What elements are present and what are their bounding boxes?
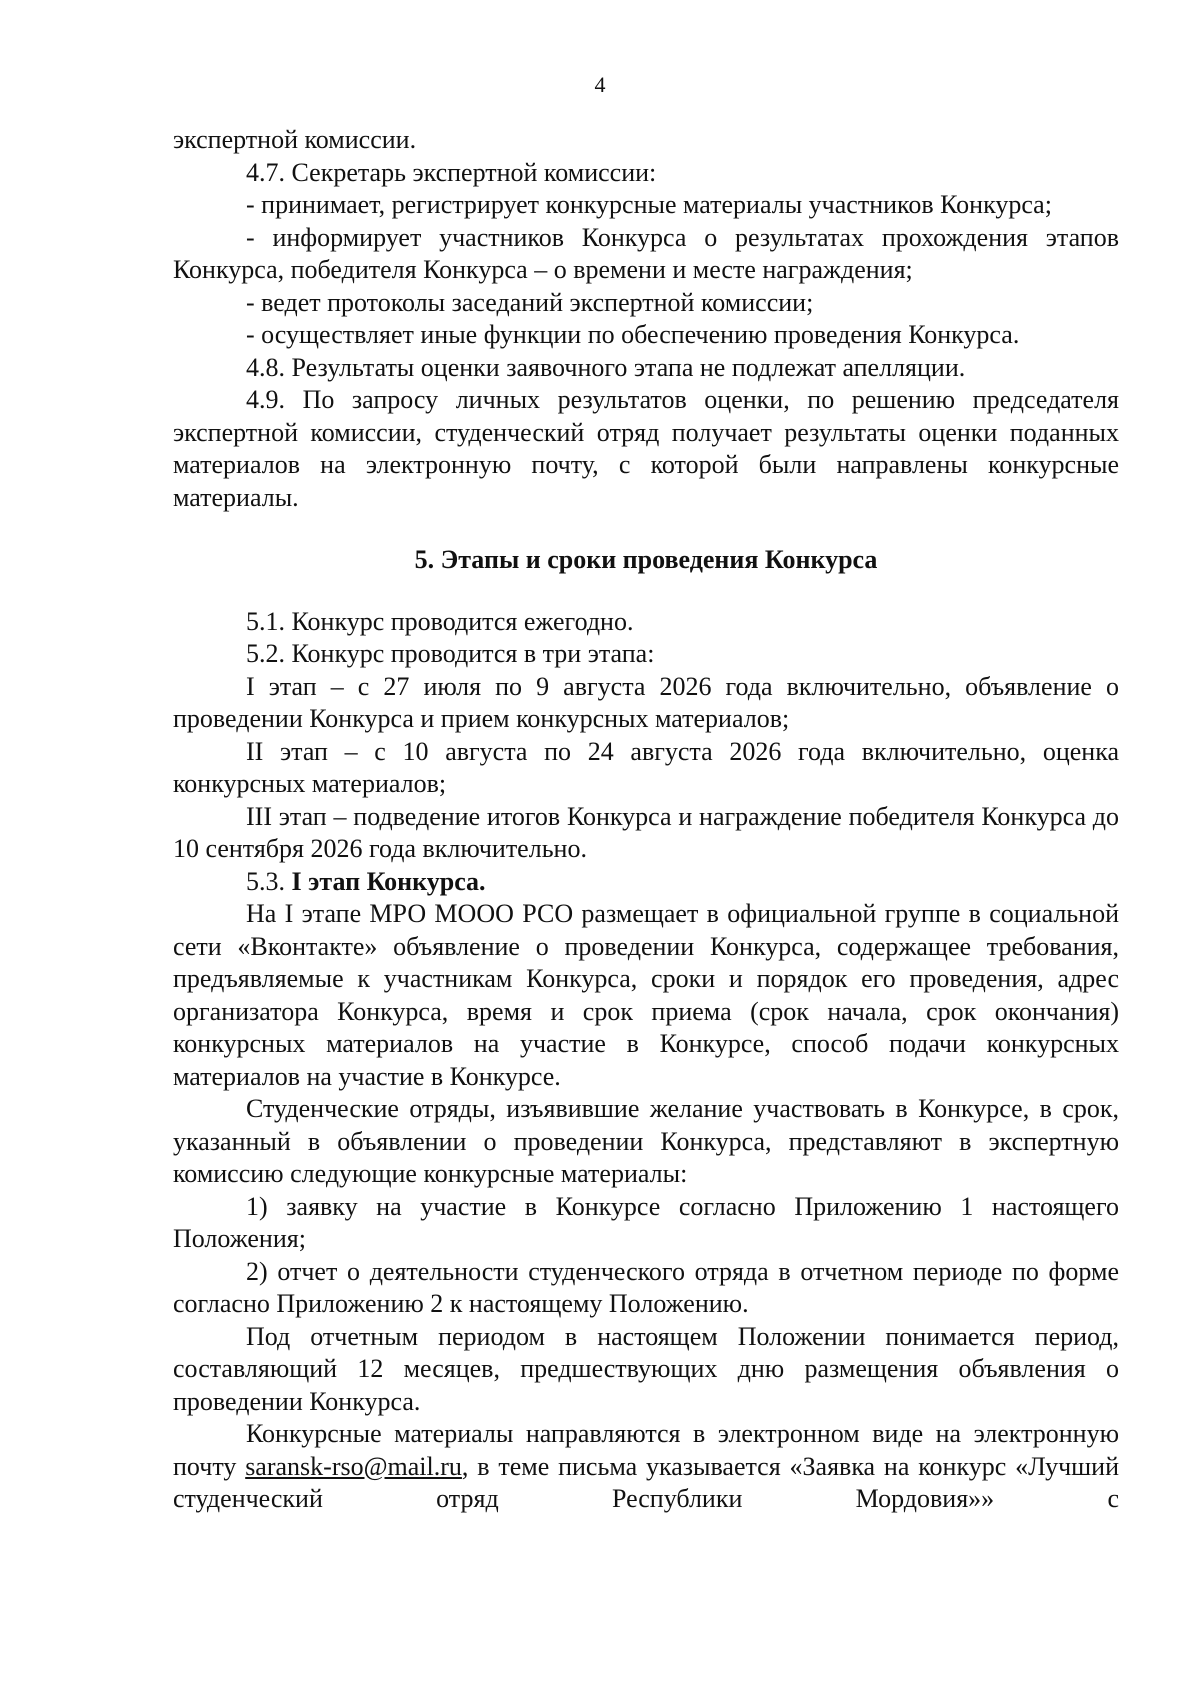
- paragraph: I этап – с 27 июля по 9 августа 2026 года включительно, объявление о проведении Конкурса и прием конкурсных материалов;: [173, 671, 1119, 733]
- paragraph: - осуществляет иные функции по обеспечению проведения Конкурса.: [246, 320, 1020, 349]
- paragraph: На I этапе МРО МООО РСО размещает в официальной группе в социальной сети «Вконтакте» объявление о проведении Конкурса, содержащее требования, предъявляемые к участникам Конкурса, сроки и порядок его проведения, адрес организатора Конкурса, время и срок приема (срок начала, срок окончания) конкурсных материалов на участие в Конкурсе, способ подачи конкурсных материалов на участие в Конкурсе.: [173, 899, 1119, 1091]
- bold-subheading: I этап Конкурса.: [291, 866, 486, 896]
- paragraph: [173, 1418, 1119, 1516]
- paragraph: 2) отчет о деятельности студенческого отряда в отчетном периоде по форме согласно Приложению 2 к настоящему Положению.: [173, 1256, 1119, 1318]
- paragraph: - информирует участников Конкурса о результатах прохождения этапов Конкурса, победителя Конкурса – о времени и месте награждения;: [173, 222, 1119, 284]
- paragraph-text: , в теме письма указывается «Заявка на конкурс «Лучший студенческий отряд Республики Мордовия»» с: [173, 1451, 1119, 1513]
- paragraph: II этап – с 10 августа по 24 августа 2026 года включительно, оценка конкурсных материалов;: [173, 736, 1119, 798]
- paragraph: 5.1. Конкурс проводится ежегодно.: [246, 606, 634, 636]
- paragraph: III этап – подведение итогов Конкурса и награждение победителя Конкурса до 10 сентября 2026 года включительно.: [173, 801, 1119, 863]
- section-heading: 5. Этапы и сроки проведения Конкурса: [414, 545, 878, 574]
- paragraph: Студенческие отряды, изъявившие желание участвовать в Конкурсе, в срок, указанный в объявлении о проведении Конкурса, представляют в экспертную комиссию следующие конкурсные материалы:: [173, 1094, 1119, 1188]
- paragraph: [173, 866, 1119, 899]
- paragraph-text: Конкурсные материалы направляются в электронном виде на электронную почту: [173, 1419, 1119, 1481]
- paragraph: 5.2. Конкурс проводится в три этапа:: [246, 639, 655, 668]
- paragraph: - ведет протоколы заседаний экспертной комиссии;: [246, 287, 814, 317]
- paragraph: 4.9. По запросу личных результатов оценки, по решению председателя экспертной комиссии, студенческий отряд получает результаты оценки поданных материалов на электронную почту, с которой были направлены конкурсные материалы.: [173, 385, 1119, 512]
- paragraph: 4.7. Секретарь экспертной комиссии:: [246, 157, 657, 187]
- email-link[interactable]: saransk-rso@mail.ru: [245, 1451, 462, 1481]
- document-body: [173, 124, 1119, 1516]
- page-number: 4: [594, 72, 606, 97]
- paragraph: - принимает, регистрирует конкурсные материалы участников Конкурса;: [246, 190, 1052, 219]
- paragraph-prefix: 5.3.: [246, 866, 292, 896]
- paragraph: Под отчетным периодом в настоящем Положении понимается период, составляющий 12 месяцев, предшествующих дню размещения объявления о проведении Конкурса.: [173, 1321, 1119, 1416]
- paragraph: 1) заявку на участие в Конкурсе согласно Приложению 1 настоящего Положения;: [173, 1191, 1119, 1253]
- paragraph: 4.8. Результаты оценки заявочного этапа не подлежат апелляции.: [246, 352, 966, 382]
- paragraph: экспертной комиссии.: [173, 125, 417, 154]
